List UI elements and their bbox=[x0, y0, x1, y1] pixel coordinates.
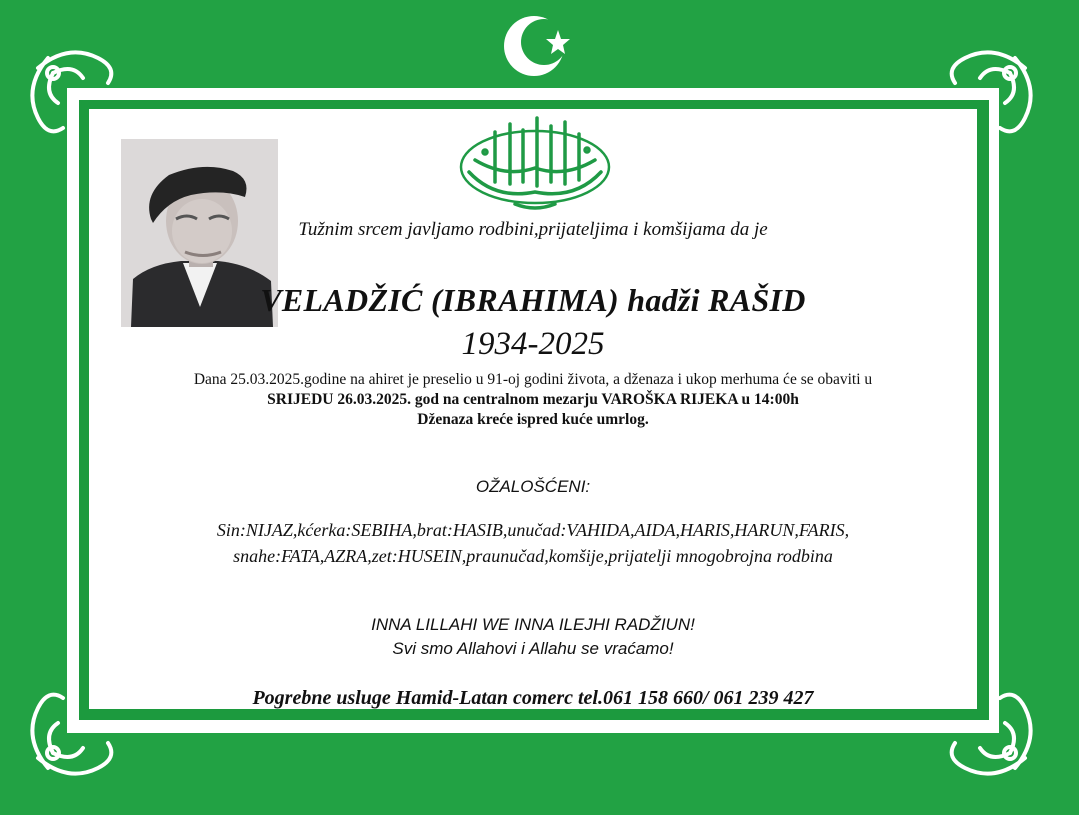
prayer-line-1: INNA LILLAHI WE INNA ILEJHI RADŽIUN! bbox=[371, 615, 695, 634]
prayer-line-2: Svi smo Allahovi i Allahu se vraćamo! bbox=[392, 639, 674, 658]
mourners-line-2: snahe:FATA,AZRA,zet:HUSEIN,praunučad,komšije,prijatelji mnogobrojna rodbina bbox=[233, 546, 833, 566]
details-line-3: Dženaza kreće ispred kuće umrlog. bbox=[417, 411, 649, 428]
mourners-line-1: Sin:NIJAZ,kćerka:SEBIHA,brat:HASIB,unučad:VAHIDA,AIDA,HARIS,HARUN,FARIS, bbox=[216, 520, 850, 540]
crescent-star-icon bbox=[502, 10, 582, 82]
intro-text: Tužnim srcem javljamo rodbini,prijateljima i komšijama da je bbox=[298, 219, 768, 240]
life-years: 1934-2025 bbox=[461, 326, 605, 362]
deceased-name: VELADŽIĆ (IBRAHIMA) hadži RAŠID bbox=[260, 282, 806, 318]
details-line-2: SRIJEDU 26.03.2025. god na centralnom mezarju VAROŠKA RIJEKA u 14:00h bbox=[267, 391, 799, 408]
details-line-1: Dana 25.03.2025.godine na ahiret je preselio u 91-oj godini života, a dženaza i ukop merhuma će se obaviti u bbox=[193, 371, 873, 388]
mourners-title: OŽALOŠĆENI: bbox=[475, 477, 591, 496]
funeral-service-contact: Pogrebne usluge Hamid-Latan comerc tel.061 158 660/ 061 239 427 bbox=[252, 687, 814, 709]
arabic-calligraphy-icon bbox=[455, 112, 615, 217]
